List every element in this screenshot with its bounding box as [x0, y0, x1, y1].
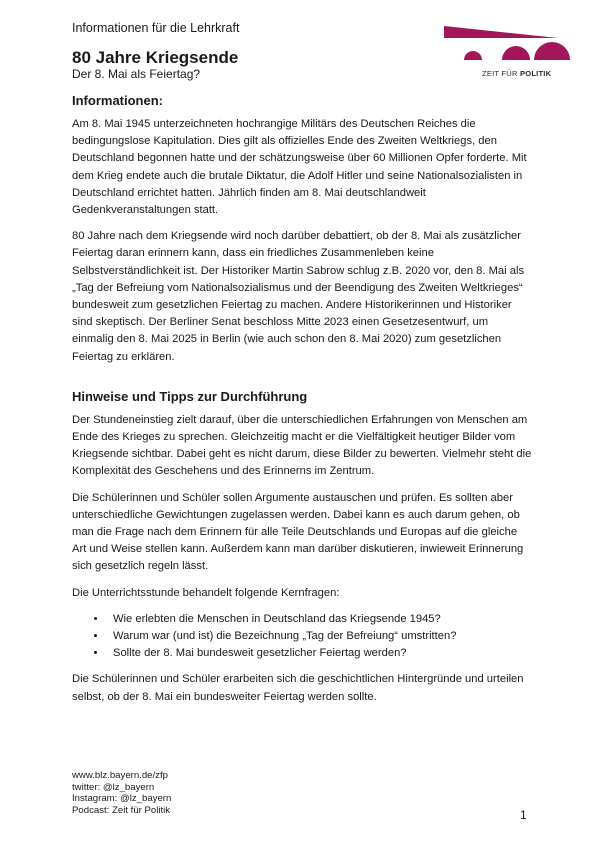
page-title: 80 Jahre Kriegsende: [72, 48, 239, 67]
list-item: • Warum war (und ist) die Bezeichnung „Tag der Befreiung“ umstritten?: [107, 628, 532, 645]
footer-twitter: twitter: @lz_bayern: [72, 781, 155, 793]
info-paragraph-2: 80 Jahre nach dem Kriegsende wird noch darüber debattiert, ob der 8. Mai als zusätzlicher Feiertag daran erinnern kann, dass ein friedliches Zusammenleben keine Selbstverständlichkeit ist. Der Historiker Martin Sabrow schlug z.B. 2020 vor, den 8. Mai als „Tag der Befreiung vom Nationalsozialismus und der Beendigung des Zweiten Weltkrieges“ bundesweit zum gesetzlichen Feiertag zu machen. Andere Historikerinnen und Historiker sind skeptisch. Der Berliner Senat beschloss Mitte 2023 einen Gesetzesentwurf, um einmalig den 8. Mai 2025 in Berlin (wie auch schon den 8. Mai 2020) zum gesetzlichen Feiertag zu erklären.: [72, 230, 525, 363]
tips-paragraph-4: Die Schülerinnen und Schüler erarbeiten sich die geschichtlichen Hintergründe und urteilen selbst, ob der 8. Mai ein bundesweiter Feiertag werden sollte.: [72, 673, 524, 703]
core-questions-list: [72, 611, 532, 663]
footer-website-link[interactable]: www.blz.bayern.de/zfp: [72, 770, 168, 781]
main-content: [72, 93, 532, 715]
tips-paragraph-3: Die Unterrichtsstunde behandelt folgende Kernfragen:: [72, 586, 340, 599]
list-item: • Sollte der 8. Mai bundesweit gesetzlicher Feiertag werden?: [107, 645, 532, 662]
info-paragraph-1: Am 8. Mai 1945 unterzeichneten hochrangige Militärs des Deutschen Reiches die bedingungslose Kapitulation. Dies gilt als offizielles Ende des Zweiten Weltkriegs, den Deutschland begonnen hatte und der schätzungsweise über 60 Millionen Opfer forderte. Mit dem Krieg endete auch die brutale Diktatur, die Adolf Hitler und seine Nationalsozialisten in Deutschland errichtet hatten. Jährlich finden am 8. Mai deutschlandweit Gedenkveranstaltungen statt.: [72, 118, 527, 217]
logo-arc-large: [534, 42, 570, 60]
list-item: • Wie erlebten die Menschen in Deutschland das Kriegsende 1945?: [107, 611, 532, 628]
tips-heading: Hinweise und Tipps zur Durchführung: [72, 388, 308, 404]
info-heading: Informationen:: [72, 93, 163, 108]
tips-paragraph-1: Der Stundeneinstieg zielt darauf, über die unterschiedlichen Erfahrungen von Menschen am Ende des Krieges zu sprechen. Gleichzeitig macht er die Vielfältigkeit heutiger Bilder vom Kriegsende sichtbar. Dabei geht es nicht darum, diese Bilder zu bewerten. Vielmehr steht die Komplexität des Geschehens und des Erinnerns im Zentrum.: [72, 413, 532, 478]
logo-arc-medium: [502, 46, 530, 60]
footer: [72, 770, 171, 816]
logo-arc-small: [464, 51, 482, 60]
logo-banner-shape: [444, 26, 558, 38]
footer-instagram: Instagram: @lz_bayern: [72, 793, 172, 804]
footer-podcast: Podcast: Zeit für Politik: [72, 804, 171, 816]
tips-paragraph-2: Die Schülerinnen und Schüler sollen Argumente austauschen und prüfen. Es sollten aber unterschiedliche Gewichtungen zugelassen werden. Dabei kann es auch darum gehen, ob man die Frage nach dem Erinnern für alle Teile Deutschlands und Europas auf die gleiche Art und Weise stellen kann. Außerdem kann man darüber diskutieren, inwieweit Erinnerung sich gesetzlich regeln lässt.: [72, 491, 524, 573]
page-subtitle: Der 8. Mai als Feiertag?: [72, 67, 201, 81]
top-label: Informationen für die Lehrkraft: [72, 21, 240, 35]
logo-text: ZEIT FÜR POLITIK: [482, 69, 552, 78]
page-number: 1: [520, 808, 527, 822]
